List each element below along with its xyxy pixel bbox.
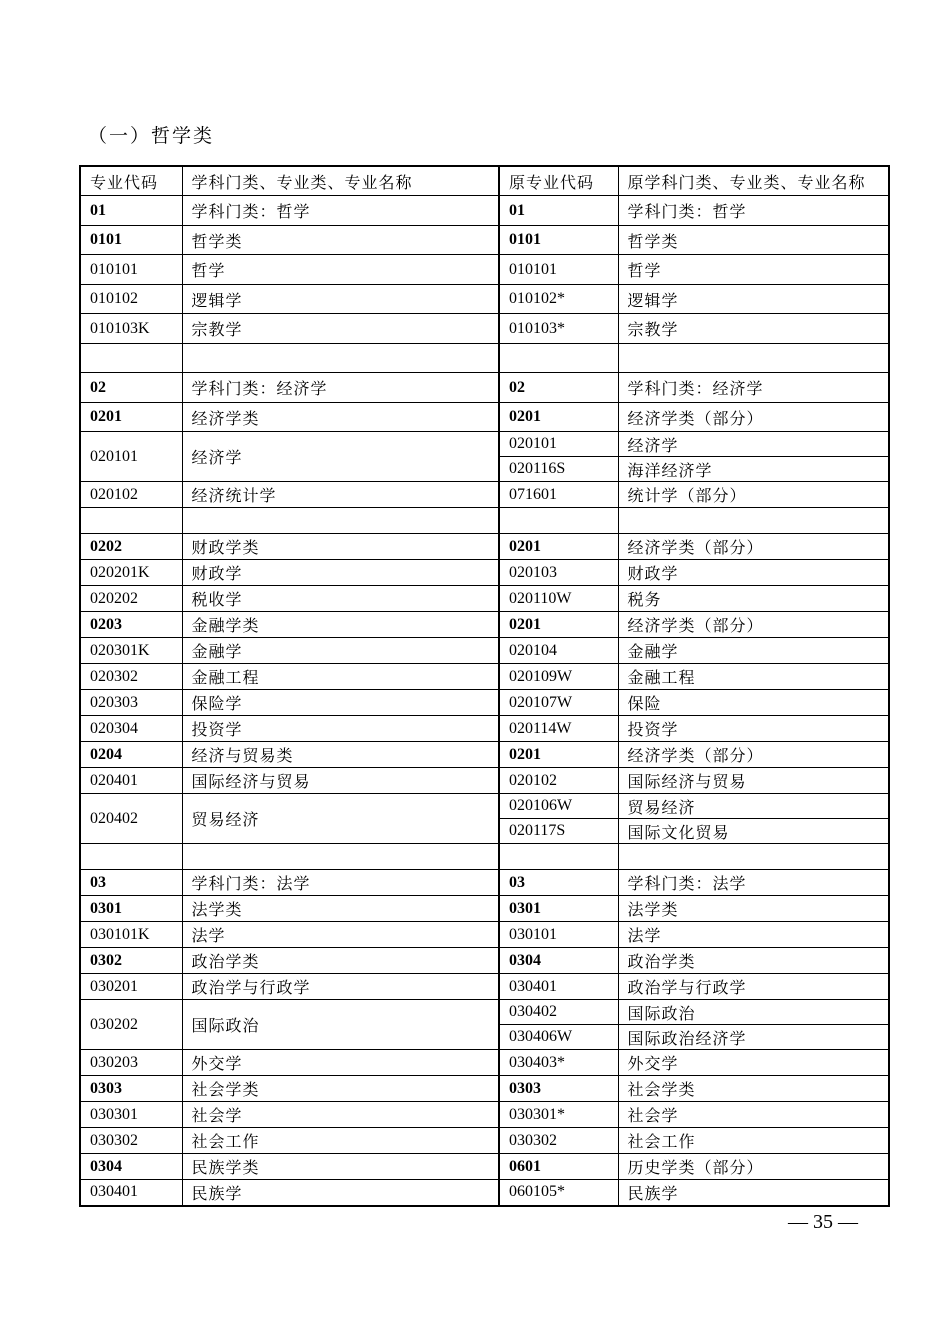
old-major-code: 010102* <box>499 285 618 314</box>
old-major-name: 经济学类（部分） <box>618 742 889 768</box>
major-catalog-table <box>79 165 890 1207</box>
table-row <box>80 403 889 432</box>
old-major-name: 保险 <box>618 690 889 716</box>
major-code: 030202 <box>80 1000 182 1050</box>
old-major-name: 哲学 <box>618 255 889 285</box>
table-row <box>80 1180 889 1206</box>
major-code: 020102 <box>80 482 182 508</box>
header-name: 学科门类、专业类、专业名称 <box>182 166 499 196</box>
table-header-row <box>80 166 889 196</box>
major-code: 01 <box>80 196 182 226</box>
major-code: 030302 <box>80 1128 182 1154</box>
table-row <box>80 534 889 560</box>
old-major-code: 010101 <box>499 255 618 285</box>
old-major-name: 投资学 <box>618 716 889 742</box>
table-row <box>80 1000 889 1025</box>
old-major-name: 学科门类：哲学 <box>618 196 889 226</box>
table-row <box>80 948 889 974</box>
major-name: 民族学 <box>182 1180 499 1206</box>
major-code: 0203 <box>80 612 182 638</box>
major-name: 经济学类 <box>182 403 499 432</box>
empty-cell <box>618 508 889 534</box>
old-major-name: 学科门类：经济学 <box>618 373 889 403</box>
major-name: 财政学类 <box>182 534 499 560</box>
empty-cell <box>499 844 618 870</box>
header-old-name: 原学科门类、专业类、专业名称 <box>618 166 889 196</box>
empty-cell <box>182 508 499 534</box>
major-code: 020302 <box>80 664 182 690</box>
major-code: 030301 <box>80 1102 182 1128</box>
blank-row <box>80 344 889 373</box>
old-major-name: 经济学 <box>618 432 889 457</box>
old-major-code: 0303 <box>499 1076 618 1102</box>
table-row <box>80 314 889 344</box>
table-row <box>80 432 889 457</box>
table-row <box>80 922 889 948</box>
major-code: 0201 <box>80 403 182 432</box>
major-code: 020101 <box>80 432 182 482</box>
empty-cell <box>182 344 499 373</box>
major-name: 财政学 <box>182 560 499 586</box>
major-name: 金融学类 <box>182 612 499 638</box>
old-major-name: 学科门类：法学 <box>618 870 889 896</box>
major-name: 哲学类 <box>182 226 499 255</box>
empty-cell <box>80 344 182 373</box>
major-code: 020301K <box>80 638 182 664</box>
major-code: 020201K <box>80 560 182 586</box>
major-name: 法学 <box>182 922 499 948</box>
old-major-code: 030403* <box>499 1050 618 1076</box>
old-major-name: 经济学类（部分） <box>618 534 889 560</box>
old-major-code: 071601 <box>499 482 618 508</box>
table-row <box>80 1076 889 1102</box>
major-code: 010101 <box>80 255 182 285</box>
table-row <box>80 794 889 819</box>
major-name: 法学类 <box>182 896 499 922</box>
table-row <box>80 870 889 896</box>
table-row <box>80 742 889 768</box>
old-major-name: 社会学类 <box>618 1076 889 1102</box>
old-major-code: 030302 <box>499 1128 618 1154</box>
old-major-code: 03 <box>499 870 618 896</box>
major-code: 0303 <box>80 1076 182 1102</box>
major-code: 03 <box>80 870 182 896</box>
major-name: 政治学与行政学 <box>182 974 499 1000</box>
old-major-code: 0201 <box>499 742 618 768</box>
major-code: 0204 <box>80 742 182 768</box>
header-code: 专业代码 <box>80 166 182 196</box>
old-major-code: 0301 <box>499 896 618 922</box>
old-major-code: 020117S <box>499 819 618 844</box>
old-major-code: 030402 <box>499 1000 618 1025</box>
major-name: 保险学 <box>182 690 499 716</box>
old-major-code: 020116S <box>499 457 618 482</box>
old-major-code: 0201 <box>499 534 618 560</box>
old-major-code: 020102 <box>499 768 618 794</box>
old-major-name: 经济学类（部分） <box>618 403 889 432</box>
major-name: 学科门类：哲学 <box>182 196 499 226</box>
old-major-name: 历史学类（部分） <box>618 1154 889 1180</box>
major-code: 030203 <box>80 1050 182 1076</box>
table-row <box>80 974 889 1000</box>
old-major-code: 010103* <box>499 314 618 344</box>
old-major-name: 社会学 <box>618 1102 889 1128</box>
major-code: 020202 <box>80 586 182 612</box>
major-name: 金融工程 <box>182 664 499 690</box>
old-major-code: 0304 <box>499 948 618 974</box>
header-old-code: 原专业代码 <box>499 166 618 196</box>
table-row <box>80 1050 889 1076</box>
old-major-code: 030406W <box>499 1025 618 1050</box>
empty-cell <box>618 344 889 373</box>
major-code: 020303 <box>80 690 182 716</box>
old-major-name: 国际政治经济学 <box>618 1025 889 1050</box>
major-name: 贸易经济 <box>182 794 499 844</box>
major-name: 社会学类 <box>182 1076 499 1102</box>
table-row <box>80 638 889 664</box>
table-row <box>80 612 889 638</box>
table-row <box>80 586 889 612</box>
table-row <box>80 196 889 226</box>
old-major-code: 030401 <box>499 974 618 1000</box>
major-code: 020402 <box>80 794 182 844</box>
major-name: 学科门类：经济学 <box>182 373 499 403</box>
old-major-code: 060105* <box>499 1180 618 1206</box>
old-major-name: 国际文化贸易 <box>618 819 889 844</box>
old-major-name: 金融工程 <box>618 664 889 690</box>
old-major-name: 经济学类（部分） <box>618 612 889 638</box>
major-code: 030101K <box>80 922 182 948</box>
table-row <box>80 1154 889 1180</box>
old-major-name: 金融学 <box>618 638 889 664</box>
old-major-name: 税务 <box>618 586 889 612</box>
old-major-name: 逻辑学 <box>618 285 889 314</box>
major-code: 020304 <box>80 716 182 742</box>
major-code: 010102 <box>80 285 182 314</box>
old-major-name: 海洋经济学 <box>618 457 889 482</box>
table-row <box>80 373 889 403</box>
major-code: 02 <box>80 373 182 403</box>
old-major-name: 国际政治 <box>618 1000 889 1025</box>
old-major-code: 020103 <box>499 560 618 586</box>
old-major-name: 财政学 <box>618 560 889 586</box>
table-row <box>80 896 889 922</box>
old-major-code: 020109W <box>499 664 618 690</box>
blank-row <box>80 508 889 534</box>
empty-cell <box>618 844 889 870</box>
major-name: 逻辑学 <box>182 285 499 314</box>
major-code: 0101 <box>80 226 182 255</box>
table-row <box>80 226 889 255</box>
old-major-name: 外交学 <box>618 1050 889 1076</box>
old-major-code: 020104 <box>499 638 618 664</box>
major-name: 哲学 <box>182 255 499 285</box>
table-row <box>80 716 889 742</box>
major-name: 金融学 <box>182 638 499 664</box>
old-major-name: 民族学 <box>618 1180 889 1206</box>
major-name: 外交学 <box>182 1050 499 1076</box>
old-major-name: 宗教学 <box>618 314 889 344</box>
major-name: 经济学 <box>182 432 499 482</box>
table-row <box>80 664 889 690</box>
major-code: 030401 <box>80 1180 182 1206</box>
old-major-code: 030101 <box>499 922 618 948</box>
major-name: 社会学 <box>182 1102 499 1128</box>
major-name: 经济统计学 <box>182 482 499 508</box>
major-code: 0202 <box>80 534 182 560</box>
major-code: 020401 <box>80 768 182 794</box>
old-major-code: 020110W <box>499 586 618 612</box>
major-name: 宗教学 <box>182 314 499 344</box>
major-name: 学科门类：法学 <box>182 870 499 896</box>
table-row <box>80 1102 889 1128</box>
table-row <box>80 690 889 716</box>
old-major-name: 哲学类 <box>618 226 889 255</box>
table-row <box>80 482 889 508</box>
table-row <box>80 1128 889 1154</box>
empty-cell <box>80 844 182 870</box>
old-major-code: 0101 <box>499 226 618 255</box>
major-code: 0304 <box>80 1154 182 1180</box>
old-major-name: 贸易经济 <box>618 794 889 819</box>
old-major-name: 法学类 <box>618 896 889 922</box>
old-major-code: 030301* <box>499 1102 618 1128</box>
major-name: 税收学 <box>182 586 499 612</box>
empty-cell <box>499 508 618 534</box>
major-code: 0302 <box>80 948 182 974</box>
old-major-name: 政治学类 <box>618 948 889 974</box>
blank-row <box>80 844 889 870</box>
old-major-code: 020114W <box>499 716 618 742</box>
old-major-code: 020107W <box>499 690 618 716</box>
old-major-name: 社会工作 <box>618 1128 889 1154</box>
page-number: — 35 — <box>788 1211 858 1233</box>
major-name: 国际经济与贸易 <box>182 768 499 794</box>
old-major-code: 020101 <box>499 432 618 457</box>
old-major-name: 国际经济与贸易 <box>618 768 889 794</box>
major-name: 政治学类 <box>182 948 499 974</box>
major-name: 国际政治 <box>182 1000 499 1050</box>
table-row <box>80 768 889 794</box>
old-major-code: 0201 <box>499 403 618 432</box>
empty-cell <box>182 844 499 870</box>
empty-cell <box>80 508 182 534</box>
major-code: 010103K <box>80 314 182 344</box>
major-name: 投资学 <box>182 716 499 742</box>
old-major-code: 02 <box>499 373 618 403</box>
old-major-code: 020106W <box>499 794 618 819</box>
old-major-code: 01 <box>499 196 618 226</box>
table-row <box>80 560 889 586</box>
major-name: 经济与贸易类 <box>182 742 499 768</box>
major-code: 030201 <box>80 974 182 1000</box>
old-major-name: 政治学与行政学 <box>618 974 889 1000</box>
major-name: 民族学类 <box>182 1154 499 1180</box>
table-row <box>80 285 889 314</box>
major-name: 社会工作 <box>182 1128 499 1154</box>
empty-cell <box>499 344 618 373</box>
major-code: 0301 <box>80 896 182 922</box>
table-row <box>80 255 889 285</box>
old-major-name: 法学 <box>618 922 889 948</box>
section-heading: （一）哲学类 <box>88 125 215 147</box>
old-major-code: 0201 <box>499 612 618 638</box>
old-major-name: 统计学（部分） <box>618 482 889 508</box>
old-major-code: 0601 <box>499 1154 618 1180</box>
